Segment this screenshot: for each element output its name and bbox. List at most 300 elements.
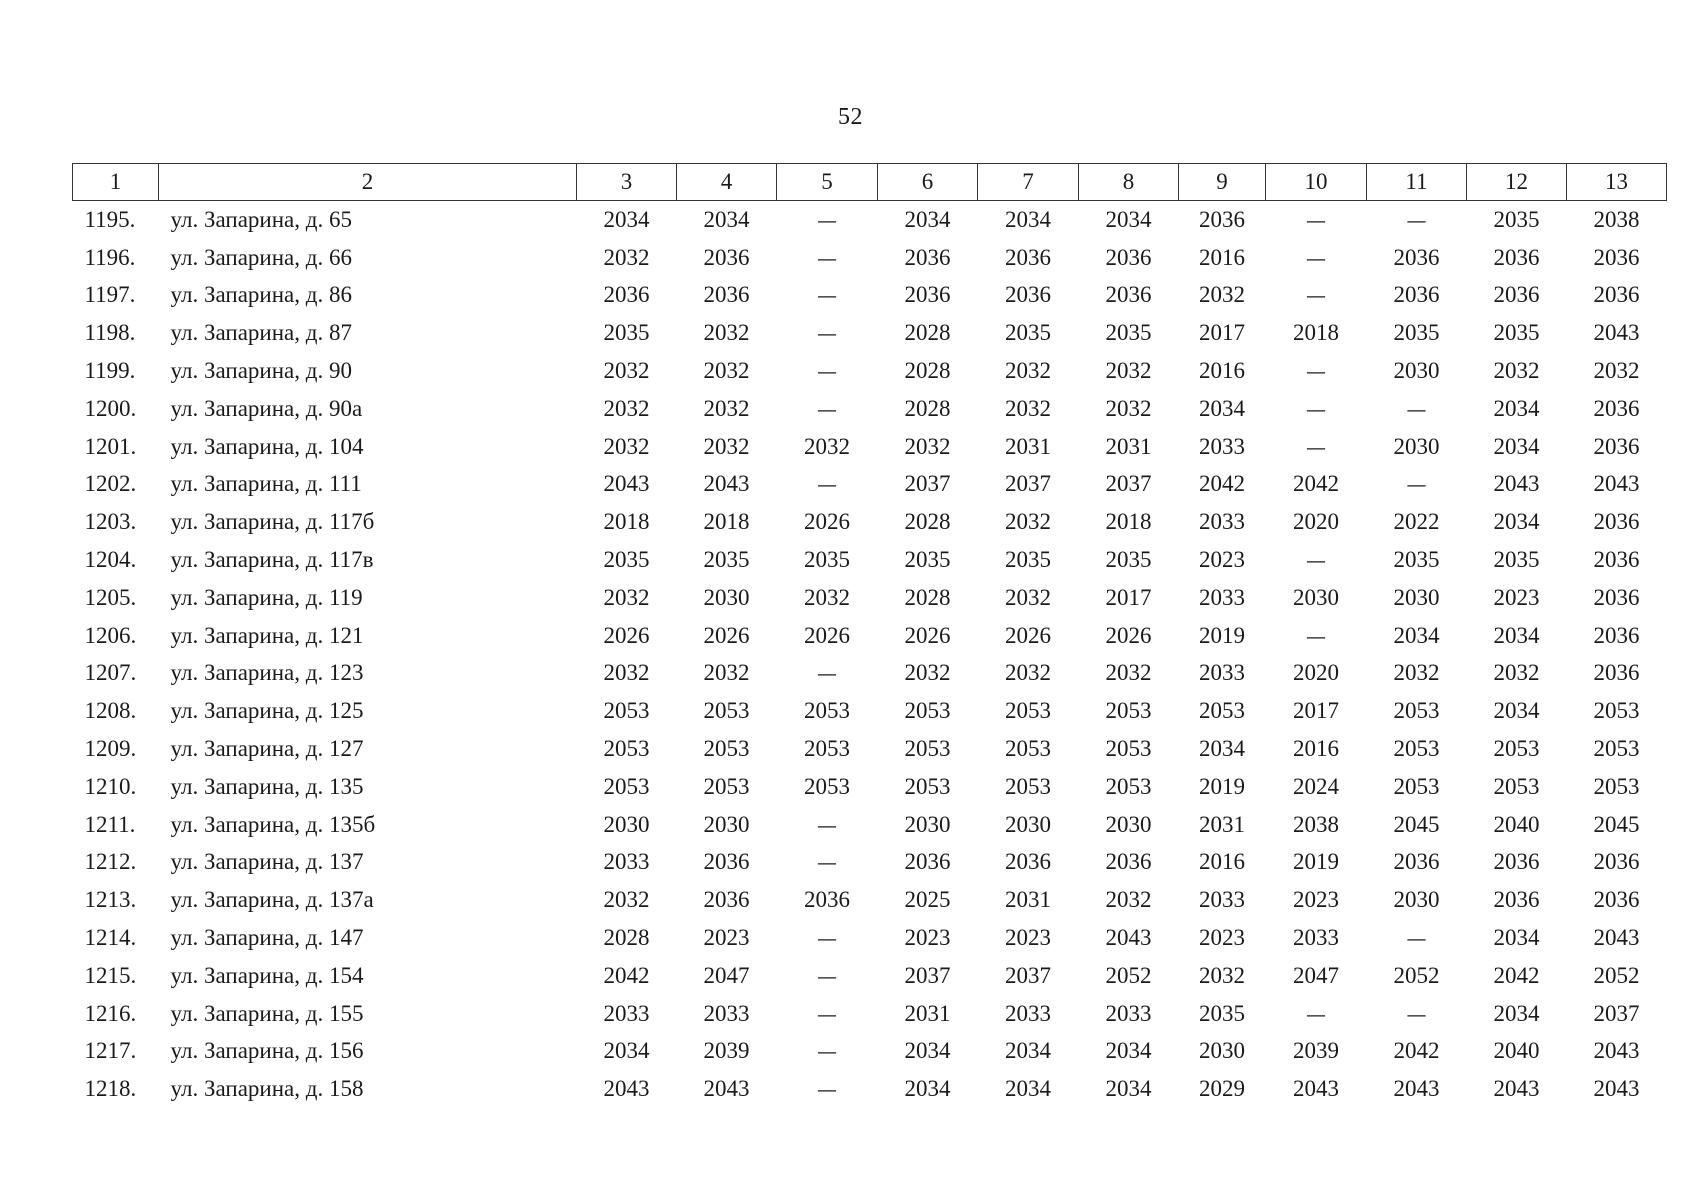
year-cell: — [817, 359, 837, 384]
year-cell: 2036 [703, 887, 750, 913]
year-cell: 2053 [1593, 698, 1640, 724]
year-cell: 2053 [1005, 773, 1051, 799]
year-cell: 2053 [703, 736, 750, 762]
address-cell: ул. Запарина, д. 119 [170, 584, 363, 610]
year-cell: 2023 [904, 925, 951, 951]
year-cell: 2053 [703, 773, 750, 799]
year-cell: 2043 [1493, 1076, 1540, 1102]
year-cell: 2031 [1005, 433, 1051, 459]
year-cell: 2036 [1593, 887, 1640, 913]
row-number-cell: 1200. [84, 395, 137, 421]
year-cell: 2032 [1005, 509, 1051, 535]
year-cell: 2053 [1393, 736, 1440, 762]
year-cell: 2030 [703, 811, 750, 837]
year-cell: 2042 [1493, 962, 1540, 988]
table-row [73, 806, 1667, 844]
year-cell: 2043 [1593, 471, 1640, 497]
year-cell: 2036 [1493, 887, 1540, 913]
year-cell: — [1306, 434, 1326, 459]
year-cell: 2036 [1493, 282, 1540, 308]
address-cell: ул. Запарина, д. 86 [170, 282, 352, 308]
year-cell: 2032 [1005, 395, 1051, 421]
row-number-cell: 1204. [84, 547, 137, 573]
year-cell: 2035 [1005, 547, 1051, 573]
year-cell: 2053 [1593, 773, 1640, 799]
row-number-cell: 1196. [84, 244, 136, 270]
year-cell: 2045 [1393, 811, 1440, 837]
address-cell: ул. Запарина, д. 123 [170, 660, 364, 686]
address-cell: ул. Запарина, д. 121 [170, 622, 364, 648]
year-cell: 2033 [1005, 1000, 1051, 1026]
year-cell: 2052 [1593, 962, 1640, 988]
address-cell: ул. Запарина, д. 65 [170, 206, 352, 232]
year-cell: 2043 [1493, 471, 1540, 497]
year-cell: 2032 [703, 320, 750, 346]
year-cell: 2034 [904, 206, 951, 232]
year-cell: 2028 [904, 509, 951, 535]
year-cell: 2035 [1105, 547, 1152, 573]
column-header-12: 12 [1467, 164, 1567, 201]
column-header-8: 8 [1079, 164, 1179, 201]
year-cell: 2038 [1293, 811, 1339, 837]
year-cell: 2038 [1593, 206, 1640, 232]
year-cell: 2053 [1493, 736, 1540, 762]
year-cell: — [817, 245, 837, 270]
row-number-cell: 1211. [84, 811, 136, 837]
year-cell: 2031 [1005, 887, 1051, 913]
year-cell: — [817, 963, 837, 988]
year-cell: 2026 [603, 622, 650, 648]
year-cell: 2032 [1493, 660, 1540, 686]
column-header-2: 2 [159, 164, 577, 201]
year-cell: 2053 [1393, 698, 1440, 724]
row-number-cell: 1195. [84, 206, 136, 232]
row-number-cell: 1213. [84, 887, 137, 913]
year-cell: 2018 [1293, 320, 1339, 346]
year-cell: 2036 [1393, 244, 1440, 270]
year-cell: 2031 [904, 1000, 951, 1026]
year-cell: — [817, 926, 837, 951]
address-cell: ул. Запарина, д. 117б [170, 509, 375, 535]
year-cell: 2030 [1199, 1038, 1245, 1064]
year-cell: 2043 [1593, 925, 1640, 951]
year-cell: 2034 [1199, 736, 1245, 762]
year-cell: 2043 [703, 471, 750, 497]
year-cell: 2037 [1593, 1000, 1640, 1026]
year-cell: 2043 [1593, 320, 1640, 346]
year-cell: 2032 [1105, 358, 1152, 384]
year-cell: 2036 [1593, 660, 1640, 686]
year-cell: 2030 [1005, 811, 1051, 837]
page-number: 52 [838, 104, 863, 130]
year-cell: 2030 [1393, 433, 1440, 459]
year-cell: 2037 [1005, 962, 1051, 988]
year-cell: 2016 [1199, 244, 1245, 270]
year-cell: 2017 [1199, 320, 1245, 346]
year-cell: — [817, 472, 837, 497]
year-cell: 2043 [1593, 1038, 1640, 1064]
year-cell: 2032 [904, 660, 951, 686]
year-cell: 2043 [603, 1076, 650, 1102]
year-cell: 2032 [1005, 660, 1051, 686]
year-cell: 2034 [904, 1076, 951, 1102]
year-cell: 2034 [1493, 1000, 1540, 1026]
year-cell: 2030 [603, 811, 650, 837]
year-cell: — [1306, 359, 1326, 384]
year-cell: 2034 [1005, 206, 1051, 232]
year-cell: 2032 [1005, 358, 1051, 384]
year-cell: 2037 [1105, 471, 1152, 497]
year-cell: 2036 [1393, 282, 1440, 308]
year-cell: — [1306, 207, 1326, 232]
column-header-11: 11 [1367, 164, 1467, 201]
year-cell: 2036 [703, 282, 750, 308]
year-cell: — [1306, 548, 1326, 573]
year-cell: 2043 [1593, 1076, 1640, 1102]
year-cell: 2053 [1593, 736, 1640, 762]
year-cell: 2035 [703, 547, 750, 573]
year-cell: 2035 [1493, 320, 1540, 346]
address-cell: ул. Запарина, д. 90 [170, 358, 352, 384]
year-cell: — [817, 812, 837, 837]
year-cell: 2033 [1105, 1000, 1152, 1026]
column-header-3: 3 [577, 164, 677, 201]
row-number-cell: 1202. [84, 471, 137, 497]
row-number-cell: 1214. [84, 925, 137, 951]
year-cell: 2028 [904, 320, 951, 346]
column-header-1: 1 [73, 164, 159, 201]
year-cell: — [817, 661, 837, 686]
year-cell: 2042 [1199, 471, 1245, 497]
column-header-7: 7 [978, 164, 1079, 201]
year-cell: 2036 [1593, 547, 1640, 573]
year-cell: — [1306, 1001, 1326, 1026]
year-cell: 2045 [1593, 811, 1640, 837]
year-cell: 2026 [1105, 622, 1152, 648]
year-cell: 2043 [1105, 925, 1152, 951]
year-cell: 2026 [804, 509, 850, 535]
year-cell: 2026 [1005, 622, 1051, 648]
year-cell: 2052 [1393, 962, 1440, 988]
year-cell: 2053 [1105, 698, 1152, 724]
year-cell: 2023 [1493, 584, 1540, 610]
year-cell: 2036 [904, 244, 951, 270]
year-cell: 2025 [904, 887, 951, 913]
year-cell: 2036 [703, 244, 750, 270]
year-cell: 2016 [1293, 736, 1339, 762]
year-cell: — [1406, 472, 1427, 497]
address-cell: ул. Запарина, д. 87 [170, 320, 352, 346]
year-cell: 2053 [904, 736, 951, 762]
year-cell: 2036 [904, 282, 951, 308]
year-cell: 2035 [603, 320, 650, 346]
year-cell: 2026 [904, 622, 951, 648]
year-cell: — [1406, 926, 1427, 951]
year-cell: 2023 [1293, 887, 1339, 913]
year-cell: 2036 [1105, 244, 1152, 270]
year-cell: 2017 [1293, 698, 1339, 724]
year-cell: 2053 [1005, 698, 1051, 724]
year-cell: 2036 [1593, 282, 1640, 308]
year-cell: 2031 [1105, 433, 1152, 459]
year-cell: — [1406, 207, 1427, 232]
column-header-6: 6 [878, 164, 978, 201]
table-row [73, 730, 1667, 768]
address-cell: ул. Запарина, д. 111 [170, 471, 362, 497]
year-cell: 2024 [1293, 773, 1339, 799]
year-cell: — [817, 321, 837, 346]
year-cell: 2035 [804, 547, 850, 573]
table-row [73, 1033, 1667, 1071]
table-row [73, 844, 1667, 882]
year-cell: 2032 [603, 433, 650, 459]
year-cell: 2037 [1005, 471, 1051, 497]
year-cell: 2035 [1493, 206, 1540, 232]
table-row [73, 617, 1667, 655]
year-cell: 2032 [703, 395, 750, 421]
year-cell: 2035 [1199, 1000, 1245, 1026]
year-cell: — [817, 850, 837, 875]
address-cell: ул. Запарина, д. 135б [170, 811, 376, 837]
address-cell: ул. Запарина, д. 147 [170, 925, 364, 951]
year-cell: 2034 [1005, 1076, 1051, 1102]
year-cell: — [1406, 396, 1427, 421]
year-cell: 2033 [1199, 887, 1245, 913]
row-number-cell: 1206. [84, 622, 137, 648]
column-header-10: 10 [1266, 164, 1367, 201]
year-cell: 2031 [1199, 811, 1245, 837]
year-cell: — [1306, 283, 1326, 308]
year-cell: 2034 [1199, 395, 1245, 421]
year-cell: 2034 [1105, 206, 1152, 232]
year-cell: 2032 [603, 660, 650, 686]
year-cell: 2034 [1493, 433, 1540, 459]
year-cell: 2036 [1593, 584, 1640, 610]
year-cell: 2023 [1199, 547, 1245, 573]
year-cell: 2035 [1105, 320, 1152, 346]
column-header-4: 4 [677, 164, 777, 201]
year-cell: 2023 [1005, 925, 1051, 951]
year-cell: 2034 [1005, 1038, 1051, 1064]
year-cell: 2019 [1199, 622, 1245, 648]
year-cell: 2032 [1393, 660, 1440, 686]
table-row [73, 239, 1667, 277]
year-cell: 2032 [1105, 660, 1152, 686]
year-cell: 2020 [1293, 509, 1339, 535]
table-row [73, 428, 1667, 466]
year-cell: 2036 [1199, 206, 1245, 232]
year-cell: 2047 [1293, 962, 1339, 988]
year-cell: 2030 [1393, 358, 1440, 384]
year-cell: 2032 [703, 433, 750, 459]
table-row [73, 314, 1667, 352]
year-cell: 2030 [1393, 887, 1440, 913]
year-cell: 2036 [1105, 282, 1152, 308]
row-number-cell: 1208. [84, 698, 137, 724]
year-cell: 2033 [703, 1000, 750, 1026]
year-cell: 2047 [703, 962, 750, 988]
year-cell: 2053 [603, 736, 650, 762]
year-cell: 2032 [603, 584, 650, 610]
table-row [73, 352, 1667, 390]
year-cell: 2036 [1593, 509, 1640, 535]
year-cell: 2039 [1293, 1038, 1339, 1064]
year-cell: 2032 [1005, 584, 1051, 610]
year-cell: 2036 [1493, 849, 1540, 875]
row-number-cell: 1218. [84, 1076, 137, 1102]
year-cell: 2016 [1199, 849, 1245, 875]
table-row [73, 957, 1667, 995]
year-cell: 2018 [703, 509, 750, 535]
address-cell: ул. Запарина, д. 104 [170, 433, 364, 459]
year-cell: 2032 [804, 433, 850, 459]
year-cell: 2018 [603, 509, 650, 535]
year-cell: 2036 [1005, 282, 1051, 308]
year-cell: 2036 [603, 282, 650, 308]
year-cell: 2026 [804, 622, 850, 648]
year-cell: — [1306, 396, 1326, 421]
year-cell: 2017 [1105, 584, 1152, 610]
year-cell: 2033 [1293, 925, 1339, 951]
address-cell: ул. Запарина, д. 154 [170, 962, 364, 988]
year-cell: 2034 [1493, 622, 1540, 648]
year-cell: 2034 [603, 1038, 650, 1064]
year-cell: 2030 [1293, 584, 1339, 610]
year-cell: 2036 [1593, 849, 1640, 875]
year-cell: 2019 [1293, 849, 1339, 875]
year-cell: 2034 [1493, 509, 1540, 535]
year-cell: 2053 [804, 736, 850, 762]
year-cell: 2032 [603, 358, 650, 384]
year-cell: 2030 [703, 584, 750, 610]
year-cell: 2020 [1293, 660, 1339, 686]
year-cell: 2032 [904, 433, 951, 459]
table-row [73, 881, 1667, 919]
year-cell: 2032 [1199, 282, 1245, 308]
year-cell: 2034 [703, 206, 750, 232]
year-cell: 2032 [1199, 962, 1245, 988]
table-row [73, 579, 1667, 617]
year-cell: 2053 [1105, 736, 1152, 762]
table-row [73, 503, 1667, 541]
year-cell: 2033 [603, 849, 650, 875]
year-cell: 2043 [1293, 1076, 1339, 1102]
table-row [73, 277, 1667, 315]
year-cell: 2040 [1493, 1038, 1540, 1064]
year-cell: 2037 [904, 962, 951, 988]
table-row [73, 995, 1667, 1033]
year-cell: 2032 [603, 395, 650, 421]
year-cell: — [1306, 245, 1326, 270]
year-cell: 2028 [603, 925, 650, 951]
year-cell: 2053 [1493, 773, 1540, 799]
year-cell: 2019 [1199, 773, 1245, 799]
year-cell: 2030 [1393, 584, 1440, 610]
year-cell: 2037 [904, 471, 951, 497]
year-cell: 2016 [1199, 358, 1245, 384]
year-cell: 2034 [904, 1038, 951, 1064]
table-row [73, 466, 1667, 504]
year-cell: 2022 [1393, 509, 1440, 535]
year-cell: 2029 [1199, 1076, 1245, 1102]
year-cell: 2023 [1199, 925, 1245, 951]
year-cell: 2033 [603, 1000, 650, 1026]
address-cell: ул. Запарина, д. 125 [170, 698, 364, 724]
table-row [73, 919, 1667, 957]
year-cell: 2043 [1393, 1076, 1440, 1102]
year-cell: 2034 [1393, 622, 1440, 648]
row-number-cell: 1203. [84, 509, 137, 535]
year-cell: 2036 [1493, 244, 1540, 270]
year-cell: 2036 [1393, 849, 1440, 875]
table-row [73, 655, 1667, 693]
year-cell: 2053 [703, 698, 750, 724]
year-cell: — [817, 1039, 837, 1064]
year-cell: 2033 [1199, 509, 1245, 535]
year-cell: 2043 [603, 471, 650, 497]
year-cell: 2042 [603, 962, 650, 988]
row-number-cell: 1201. [84, 433, 137, 459]
column-header-9: 9 [1179, 164, 1266, 201]
table-row [73, 1070, 1667, 1108]
year-cell: 2053 [1005, 736, 1051, 762]
year-cell: 2036 [1593, 433, 1640, 459]
row-number-cell: 1210. [84, 773, 137, 799]
year-cell: 2034 [1493, 925, 1540, 951]
year-cell: 2052 [1105, 962, 1152, 988]
year-cell: 2032 [1105, 887, 1152, 913]
year-cell: 2036 [1593, 622, 1640, 648]
address-cell: ул. Запарина, д. 137 [170, 849, 364, 875]
year-cell: — [817, 1001, 837, 1026]
year-cell: 2036 [1105, 849, 1152, 875]
table-row [73, 541, 1667, 579]
year-cell: 2053 [603, 773, 650, 799]
address-cell: ул. Запарина, д. 90а [170, 395, 363, 421]
table-row [73, 692, 1667, 730]
year-cell: 2034 [603, 206, 650, 232]
column-header-13: 13 [1567, 164, 1667, 201]
year-cell: — [817, 283, 837, 308]
year-cell: 2043 [703, 1076, 750, 1102]
year-cell: 2042 [1293, 471, 1339, 497]
year-cell: 2028 [904, 584, 951, 610]
year-cell: 2032 [603, 887, 650, 913]
year-cell: 2034 [1105, 1076, 1152, 1102]
year-cell: 2053 [904, 773, 951, 799]
year-cell: 2030 [1105, 811, 1152, 837]
row-number-cell: 1212. [84, 849, 137, 875]
year-cell: 2034 [1493, 698, 1540, 724]
row-number-cell: 1216. [84, 1000, 137, 1026]
year-cell: 2053 [1105, 773, 1152, 799]
column-header-5: 5 [777, 164, 878, 201]
row-number-cell: 1205. [84, 584, 137, 610]
year-cell: 2030 [904, 811, 951, 837]
header-row [73, 164, 1667, 201]
year-cell: 2034 [1493, 395, 1540, 421]
year-cell: 2036 [1005, 244, 1051, 270]
year-cell: 2033 [1199, 433, 1245, 459]
year-cell: 2036 [1593, 395, 1640, 421]
year-cell: 2036 [904, 849, 951, 875]
year-cell: 2053 [1199, 698, 1245, 724]
year-cell: 2036 [703, 849, 750, 875]
year-cell: 2042 [1393, 1038, 1440, 1064]
address-cell: ул. Запарина, д. 127 [170, 736, 364, 762]
row-number-cell: 1197. [84, 282, 136, 308]
year-cell: 2033 [1199, 584, 1245, 610]
